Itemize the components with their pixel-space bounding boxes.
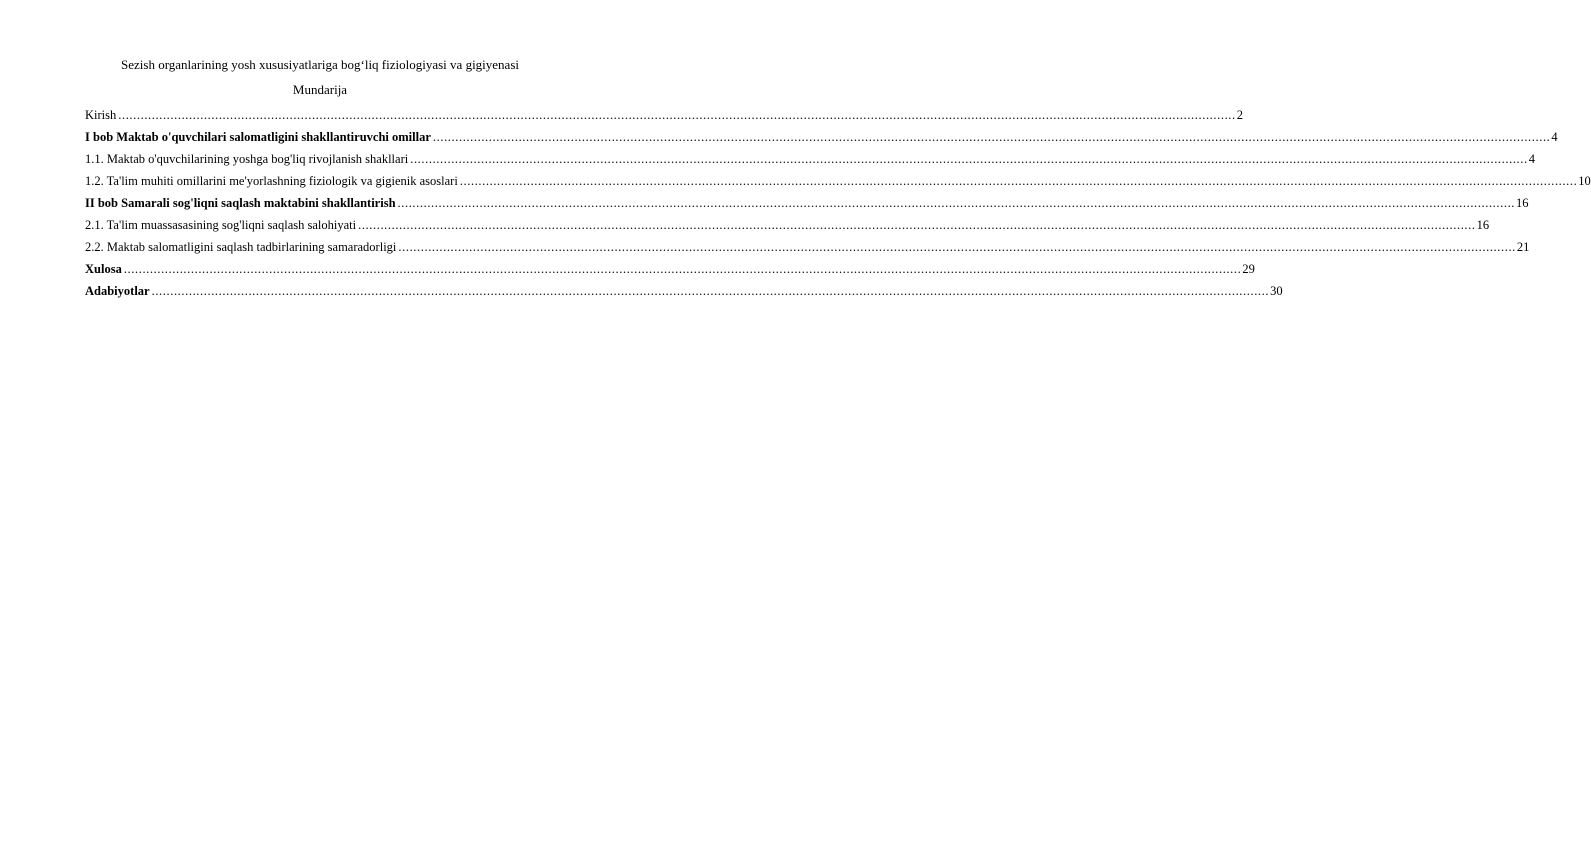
toc-entry[interactable] bbox=[85, 170, 1591, 192]
toc-dot-leader: ............................................................................................................................................................................................................................................................................................................ bbox=[398, 240, 1516, 254]
table-of-contents bbox=[85, 104, 1591, 302]
toc-dot-leader: ............................................................................................................................................................................................................................................................................................................ bbox=[118, 108, 1236, 122]
toc-dot-leader: ............................................................................................................................................................................................................................................................................................................ bbox=[432, 130, 1551, 144]
toc-entry-title: II bob Samarali sog'liqni saqlash maktabini shakllantirish bbox=[85, 196, 396, 210]
toc-dot-leader: ............................................................................................................................................................................................................................................................................................................ bbox=[410, 152, 1528, 166]
toc-entry-title: 2.2. Maktab salomatligini saqlash tadbirlarining samaradorligi bbox=[85, 240, 397, 254]
toc-entry-title: Xulosa bbox=[85, 262, 122, 276]
toc-entry-page: 4 bbox=[1551, 130, 1558, 144]
toc-entry-page: 29 bbox=[1242, 262, 1255, 276]
toc-heading: Mundarija bbox=[292, 82, 348, 97]
toc-entry[interactable] bbox=[85, 192, 1529, 214]
toc-entry[interactable] bbox=[85, 258, 1255, 280]
toc-dot-leader: ............................................................................................................................................................................................................................................................................................................ bbox=[123, 262, 1242, 276]
toc-entry-title: 1.1. Maktab o'quvchilarining yoshga bog'liq rivojlanish shakllari bbox=[85, 152, 409, 166]
toc-dot-leader: ............................................................................................................................................................................................................................................................................................................ bbox=[397, 196, 1516, 210]
toc-entry-title: I bob Maktab o'quvchilari salomatligini shakllantiruvchi omillar bbox=[85, 130, 431, 144]
toc-entry-title: Adabiyotlar bbox=[85, 284, 150, 298]
toc-entry-page: 4 bbox=[1528, 152, 1535, 166]
toc-entry-page: 21 bbox=[1516, 240, 1530, 254]
toc-dot-leader: ............................................................................................................................................................................................................................................................................................................ bbox=[459, 174, 1578, 188]
toc-entry-page: 16 bbox=[1476, 218, 1490, 232]
document-title: Sezish organlarining yosh xususiyatlariga bog‘liq fiziologiyasi va gigiyenasi bbox=[121, 57, 519, 72]
toc-entry[interactable] bbox=[85, 126, 1558, 148]
toc-entry-title: 1.2. Ta'lim muhiti omillarini me'yorlashning fiziologik va gigienik asoslari bbox=[85, 174, 458, 188]
toc-entry-page: 30 bbox=[1270, 284, 1283, 298]
toc-entry[interactable] bbox=[85, 280, 1283, 302]
toc-dot-leader: ............................................................................................................................................................................................................................................................................................................ bbox=[151, 284, 1270, 298]
toc-entry-page: 2 bbox=[1236, 108, 1243, 122]
toc-entry[interactable] bbox=[85, 236, 1530, 258]
toc-entry[interactable] bbox=[85, 104, 1243, 126]
toc-entry[interactable] bbox=[85, 148, 1535, 170]
toc-entry[interactable] bbox=[85, 214, 1490, 236]
toc-entry-page: 16 bbox=[1516, 196, 1529, 210]
toc-entry-page: 10 bbox=[1578, 174, 1591, 188]
toc-dot-leader: ............................................................................................................................................................................................................................................................................................................ bbox=[358, 218, 1476, 232]
toc-entry-title: Kirish bbox=[85, 108, 117, 122]
toc-entry-title: 2.1. Ta'lim muassasasining sog'liqni saqlash salohiyati bbox=[85, 218, 357, 232]
